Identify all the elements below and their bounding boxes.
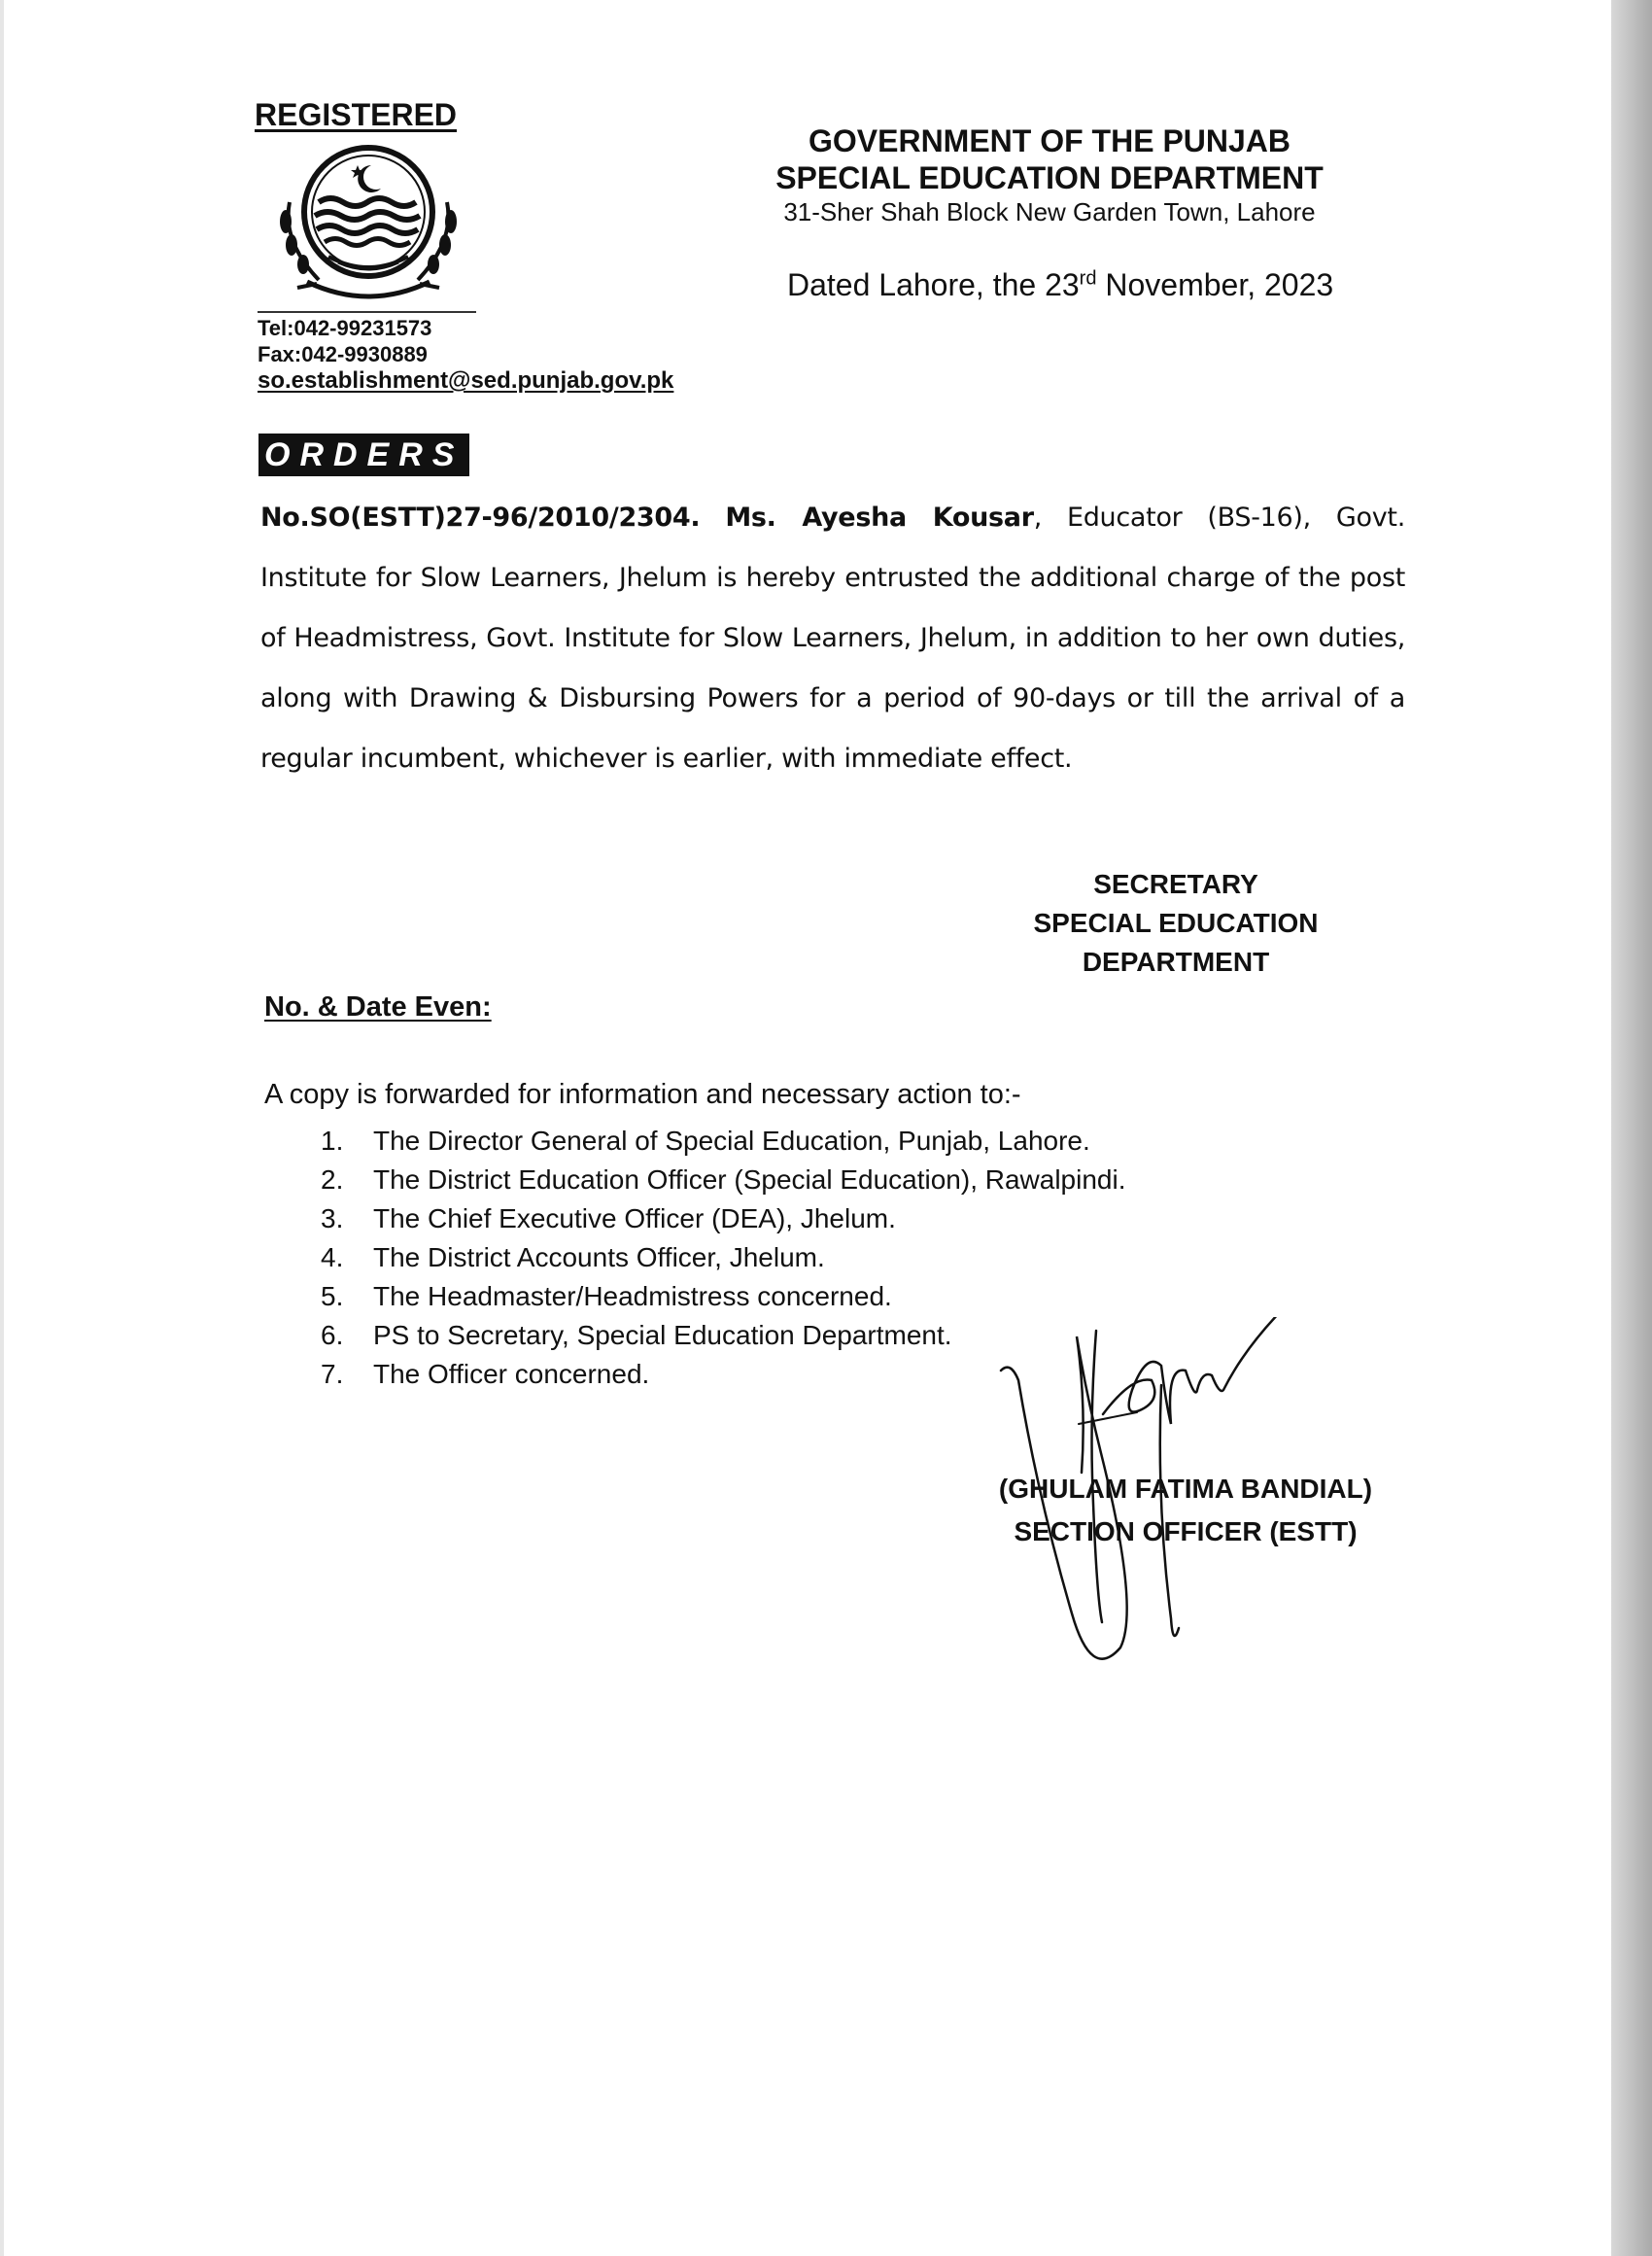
list-item-text: The Officer concerned. — [373, 1359, 650, 1389]
department-header — [758, 122, 1341, 227]
email-link[interactable]: so.establishment@sed.punjab.gov.pk — [258, 367, 674, 394]
scan-edge-shadow — [1611, 0, 1652, 2256]
distribution-intro: A copy is forwarded for information and necessary action to:- — [264, 1079, 1021, 1110]
department-name: SPECIAL EDUCATION DEPARTMENT — [775, 160, 1324, 195]
registered-label: REGISTERED — [255, 97, 458, 132]
list-item-text: PS to Secretary, Special Education Department. — [373, 1320, 952, 1350]
distribution-heading: No. & Date Even: — [264, 991, 492, 1023]
list-item-number: 2. — [321, 1164, 344, 1195]
punjab-seal-icon — [268, 144, 468, 301]
list-item — [321, 1199, 1126, 1238]
order-number: No.SO(ESTT)27-96/2010/2304. — [260, 503, 701, 533]
list-item-text: The District Education Officer (Special Education), Rawalpindi. — [373, 1164, 1126, 1195]
fax-number: Fax:042-9930889 — [258, 342, 428, 366]
signatory-title: SECTION OFFICER (ESTT) — [1014, 1516, 1358, 1546]
order-paragraph — [260, 488, 1405, 789]
orders-heading: ORDERS — [258, 434, 469, 476]
list-item-text: The Headmaster/Headmistress concerned. — [373, 1281, 892, 1311]
secretary-block — [991, 865, 1360, 982]
letter-date — [787, 267, 1333, 303]
list-item — [321, 1238, 1126, 1277]
date-prefix: Dated Lahore, the 23 — [787, 267, 1080, 302]
signature-icon — [991, 1317, 1312, 1706]
government-name: GOVERNMENT OF THE PUNJAB — [808, 123, 1291, 158]
list-item-number: 1. — [321, 1126, 344, 1156]
secretary-line-2: SPECIAL EDUCATION — [1033, 908, 1319, 938]
list-item-number: 7. — [321, 1359, 344, 1389]
page-left-edge — [0, 0, 4, 2256]
list-item-number: 3. — [321, 1203, 344, 1233]
list-item — [321, 1161, 1126, 1199]
list-item-text: The Chief Executive Officer (DEA), Jhelum. — [373, 1203, 896, 1233]
secretary-line-1: SECRETARY — [1093, 869, 1258, 899]
list-item — [321, 1122, 1126, 1161]
list-item-number: 5. — [321, 1281, 344, 1311]
officer-name: Ms. Ayesha Kousar — [725, 503, 1034, 533]
list-item-number: 6. — [321, 1320, 344, 1350]
list-item-number: 4. — [321, 1242, 344, 1272]
list-item-text: The District Accounts Officer, Jhelum. — [373, 1242, 825, 1272]
secretary-line-3: DEPARTMENT — [1082, 947, 1270, 977]
order-text: , Educator (BS-16), Govt. Institute for Slow Learners, Jhelum is hereby entrusted the additional charge of the post of Headmistress, Govt. Institute for Slow Learners, Jhelum, in addition to her own duties, along with Drawing & Disbursing Powers for a period of 90-days or till the arrival of a regular incumbent, whichever is earlier, with immediate effect. — [260, 503, 1405, 774]
signatory-name: (GHULAM FATIMA BANDIAL) — [998, 1474, 1373, 1504]
list-item — [321, 1277, 1126, 1316]
date-suffix: November, 2023 — [1096, 267, 1334, 302]
department-address: 31-Sher Shah Block New Garden Town, Lahore — [783, 197, 1316, 226]
contact-divider — [258, 311, 476, 313]
telephone-number: Tel:042-99231573 — [258, 316, 432, 340]
date-ordinal: rd — [1079, 267, 1097, 290]
list-item-text: The Director General of Special Education, Punjab, Lahore. — [373, 1126, 1090, 1156]
